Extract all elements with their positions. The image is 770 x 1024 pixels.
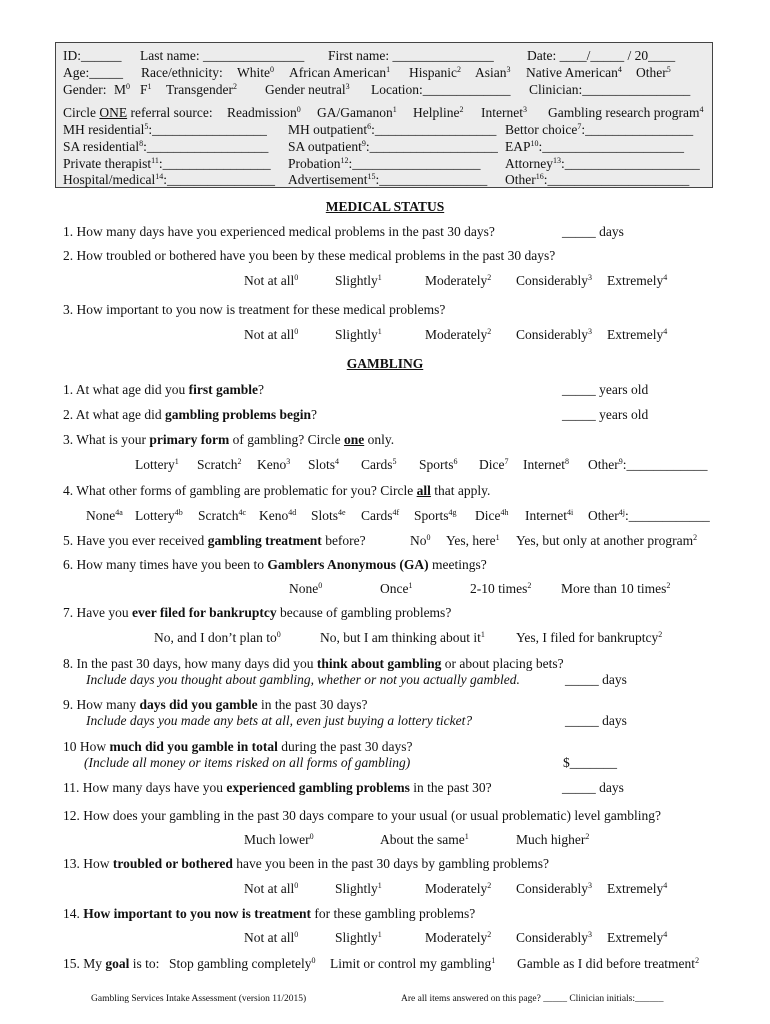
q3-option-other[interactable]: Other$^9$:____________	[588, 457, 708, 472]
race-option-white[interactable]: White$^0$	[237, 65, 274, 80]
referral-option-research[interactable]: Gambling research program$^4$	[548, 105, 704, 120]
gambling-q10-note: (Include all money or items risked on all forms of gambling)	[84, 755, 411, 770]
q4-option-dice[interactable]: Dice$^{4h}$	[475, 508, 509, 523]
gender-option-f[interactable]: $F^1$	[140, 82, 152, 97]
q7-option-thinking[interactable]: No, but I am thinking about $it^1$	[320, 630, 485, 645]
referral-prompt: Circle ONE referral source:	[63, 105, 213, 120]
gambling-q3: 3. What is your primary form of gambling? Circle one only.	[63, 432, 395, 447]
q13-moderately[interactable]: Moderately$^2$	[425, 881, 492, 896]
q6-option-once[interactable]: Once$^1$	[380, 581, 413, 596]
gambling-q14: 14. How important to you now is treatment for these gambling problems?	[63, 906, 476, 921]
q14-moderately[interactable]: Moderately$^2$	[425, 930, 492, 945]
medical-q3-moderately[interactable]: Moderately$^2$	[425, 327, 492, 342]
q4-option-internet[interactable]: Internet$^{4i}$	[525, 508, 574, 523]
race-option-native-american[interactable]: Native American$^4$	[526, 65, 622, 80]
gambling-q6: 6. How many times have you been to Gamblers Anonymous (GA) meetings?	[63, 557, 487, 572]
q14-slightly[interactable]: Slightly$^1$	[335, 930, 382, 945]
medical-q2-slightly[interactable]: Slightly$^1$	[335, 273, 382, 288]
q3-option-keno[interactable]: Keno$^3$	[257, 457, 291, 472]
q12-option-much-lower[interactable]: Much lower$^0$	[244, 832, 314, 847]
q5-option-no[interactable]: No$^0$	[410, 533, 431, 548]
referral-advertisement[interactable]: Advertisement$^{15}$:________________	[288, 172, 488, 187]
gambling-q8-note: Include days you thought about gambling, whether or not you actually gambled.	[86, 672, 520, 687]
q4-option-cards[interactable]: Cards$^{4f}$	[361, 508, 400, 523]
referral-option-ga[interactable]: GA/Gamanon$^1$	[317, 105, 397, 120]
race-option-african-american[interactable]: African American$^1$	[289, 65, 391, 80]
gambling-q15: 15. My goal is to:	[63, 956, 160, 971]
last-name-field[interactable]: Last name: _______________	[140, 48, 305, 63]
gambling-q1-blank[interactable]: _____ years old	[562, 382, 649, 397]
q3-option-sports[interactable]: Sports$^6$	[419, 457, 458, 472]
gambling-q11: 11. How many days have you experienced gambling problems in the past 30?	[63, 780, 492, 795]
q3-option-scratch[interactable]: Scratch$^2$	[197, 457, 242, 472]
gambling-q8-blank[interactable]: _____ days	[565, 672, 627, 687]
gambling-q7: 7. Have you ever filed for bankruptcy because of gambling problems?	[63, 605, 452, 620]
gambling-q10: 10 How much did you gamble in total during the past 30 days?	[63, 739, 413, 754]
gender-label: Gender:	[63, 82, 107, 97]
q6-option-more-than-10[interactable]: More than 10 times$^2$	[561, 581, 671, 596]
referral-attorney[interactable]: Attorney$^{13}$:____________________	[505, 156, 700, 171]
q3-option-lottery[interactable]: Lottery$^1$	[135, 457, 179, 472]
gender-option-neutral[interactable]: Gender neutral$^3$	[265, 82, 350, 97]
gambling-heading: GAMBLING	[346, 356, 424, 371]
q7-option-no[interactable]: No, and I don’t plan $to^0$	[154, 630, 281, 645]
referral-sa-residential[interactable]: SA residential$^8$:__________________	[63, 139, 269, 154]
medical-status-heading: MEDICAL STATUS	[325, 199, 445, 214]
q13-slightly[interactable]: Slightly$^1$	[335, 881, 382, 896]
location-field[interactable]: Location:_____________	[371, 82, 511, 97]
age-field[interactable]: Age:_____	[63, 65, 123, 80]
gambling-q11-blank[interactable]: _____ days	[562, 780, 624, 795]
race-option-hispanic[interactable]: Hispanic$^2$	[409, 65, 461, 80]
referral-hospital-medical[interactable]: Hospital/medical$^{14}$:________________	[63, 172, 275, 187]
gender-option-transgender[interactable]: Transgender$^2$	[166, 82, 237, 97]
q13-not-at-all[interactable]: Not at all$^0$	[244, 881, 299, 896]
first-name-field[interactable]: First name: _______________	[328, 48, 494, 63]
q4-option-sports[interactable]: Sports$^{4g}$	[414, 508, 457, 523]
gambling-q2-blank[interactable]: _____ years old	[562, 407, 649, 422]
medical-q2: 2. How troubled or bothered have you been by these medical problems in the past 30 days?	[63, 248, 556, 263]
q14-extremely[interactable]: Extremely$^4$	[607, 930, 668, 945]
medical-q2-considerably[interactable]: Considerably$^3$	[516, 273, 592, 288]
q15-option-gamble-as-before[interactable]: Gamble as I did before treatment$^2$	[517, 956, 700, 971]
q7-option-filed[interactable]: Yes, I filed for bankruptcy$^2$	[516, 630, 663, 645]
q3-option-cards[interactable]: Cards$^5$	[361, 457, 397, 472]
id-field[interactable]: ID:______	[63, 48, 122, 63]
footer-clinician-check[interactable]: Are all items answered on this page? _____ Clinician initials:______	[401, 994, 664, 1004]
medical-q2-not-at-all[interactable]: Not at all$^0$	[244, 273, 299, 288]
q5-option-yes-other-program[interactable]: Yes, but only at another program$^2$	[516, 533, 698, 548]
q13-extremely[interactable]: Extremely$^4$	[607, 881, 668, 896]
gambling-q5: 5. Have you ever received gambling treatment before?	[63, 533, 366, 548]
date-field[interactable]: Date: ____/_____ / 20____	[527, 48, 676, 63]
medical-q3-slightly[interactable]: Slightly$^1$	[335, 327, 382, 342]
referral-option-readmission[interactable]: Readmission$^0$	[227, 105, 301, 120]
q4-option-lottery[interactable]: Lottery$^{4b}$	[135, 508, 183, 523]
referral-bettor-choice[interactable]: Bettor choice$^7$:________________	[505, 122, 694, 137]
referral-sa-outpatient[interactable]: SA outpatient$^9$:___________________	[288, 139, 498, 154]
q4-option-keno[interactable]: Keno$^{4d}$	[259, 508, 297, 523]
referral-probation[interactable]: Probation$^{12}$:___________________	[288, 156, 481, 171]
q4-option-none[interactable]: None$^{4a}$	[86, 508, 123, 523]
q6-option-2-10[interactable]: 2-10 times$^2$	[470, 581, 532, 596]
referral-other[interactable]: Other$^{16}$:_____________________	[505, 172, 690, 187]
medical-q3-considerably[interactable]: Considerably$^3$	[516, 327, 592, 342]
gambling-q1: 1. At what age did you first gamble?	[63, 382, 264, 397]
footer-form-version: Gambling Services Intake Assessment (version 11/2015)	[91, 994, 307, 1004]
q4-option-slots[interactable]: Slots$^{4e}$	[311, 508, 346, 523]
gambling-q9: 9. How many days did you gamble in the past 30 days?	[63, 697, 368, 712]
referral-private-therapist[interactable]: Private therapist$^{11}$:________________	[63, 156, 271, 171]
q15-option-limit[interactable]: Limit or control my gambling$^1$	[330, 956, 496, 971]
q12-option-much-higher[interactable]: Much higher$^2$	[516, 832, 590, 847]
medical-q1-days-blank[interactable]: _____ days	[562, 224, 624, 239]
q14-considerably[interactable]: Considerably$^3$	[516, 930, 592, 945]
medical-q3: 3. How important to you now is treatment for these medical problems?	[63, 302, 446, 317]
q13-considerably[interactable]: Considerably$^3$	[516, 881, 592, 896]
q3-option-slots[interactable]: Slots$^4$	[308, 457, 340, 472]
race-option-asian[interactable]: Asian$^3$	[475, 65, 511, 80]
gambling-q2: 2. At what age did gambling problems begin?	[63, 407, 318, 422]
gambling-q10-blank[interactable]: $_______	[563, 755, 617, 770]
referral-option-helpline[interactable]: Helpline$^2$	[413, 105, 464, 120]
referral-eap[interactable]: EAP$^{10}$:_____________________	[505, 139, 685, 154]
q5-option-yes-here[interactable]: Yes, here$^1$	[446, 533, 500, 548]
q4-option-scratch[interactable]: Scratch$^{4c}$	[198, 508, 247, 523]
race-label: Race/ethnicity:	[141, 65, 223, 80]
medical-q3-not-at-all[interactable]: Not at all$^0$	[244, 327, 299, 342]
gender-option-m[interactable]: $M^0$	[114, 82, 131, 97]
gambling-q13: 13. How troubled or bothered have you been in the past 30 days by gambling problems?	[63, 856, 549, 871]
q4-option-other[interactable]: Other$^{4j}$:____________	[588, 508, 710, 523]
q6-option-none[interactable]: None$^0$	[289, 581, 323, 596]
medical-q3-extremely[interactable]: Extremely$^4$	[607, 327, 668, 342]
gambling-q9-note: Include days you made any bets at all, even just buying a lottery ticket?	[86, 713, 473, 728]
q3-option-dice[interactable]: Dice$^7$	[479, 457, 509, 472]
medical-q2-extremely[interactable]: Extremely$^4$	[607, 273, 668, 288]
gambling-q9-blank[interactable]: _____ days	[565, 713, 627, 728]
gambling-q12: 12. How does your gambling in the past 30 days compare to your usual (or usual problematic) level gambling?	[63, 808, 661, 823]
q3-option-internet[interactable]: Internet$^8$	[523, 457, 569, 472]
q14-not-at-all[interactable]: Not at all$^0$	[244, 930, 299, 945]
gambling-q8: 8. In the past 30 days, how many days did you think about gambling or about placing bets?	[63, 656, 564, 671]
referral-mh-outpatient[interactable]: MH outpatient$^6$:__________________	[288, 122, 497, 137]
medical-q2-moderately[interactable]: Moderately$^2$	[425, 273, 492, 288]
referral-option-internet[interactable]: Internet$^3$	[481, 105, 527, 120]
q15-option-stop[interactable]: Stop gambling completely$^0$	[169, 956, 316, 971]
referral-mh-residential[interactable]: MH residential$^5$:_________________	[63, 122, 267, 137]
clinician-field[interactable]: Clinician:________________	[529, 82, 691, 97]
gambling-q4: 4. What other forms of gambling are problematic for you? Circle all that apply.	[63, 483, 491, 498]
medical-q1: 1. How many days have you experienced medical problems in the past 30 days?	[63, 224, 495, 239]
q12-option-same[interactable]: About the same$^1$	[380, 832, 469, 847]
race-option-other[interactable]: Other$^5$	[636, 65, 671, 80]
